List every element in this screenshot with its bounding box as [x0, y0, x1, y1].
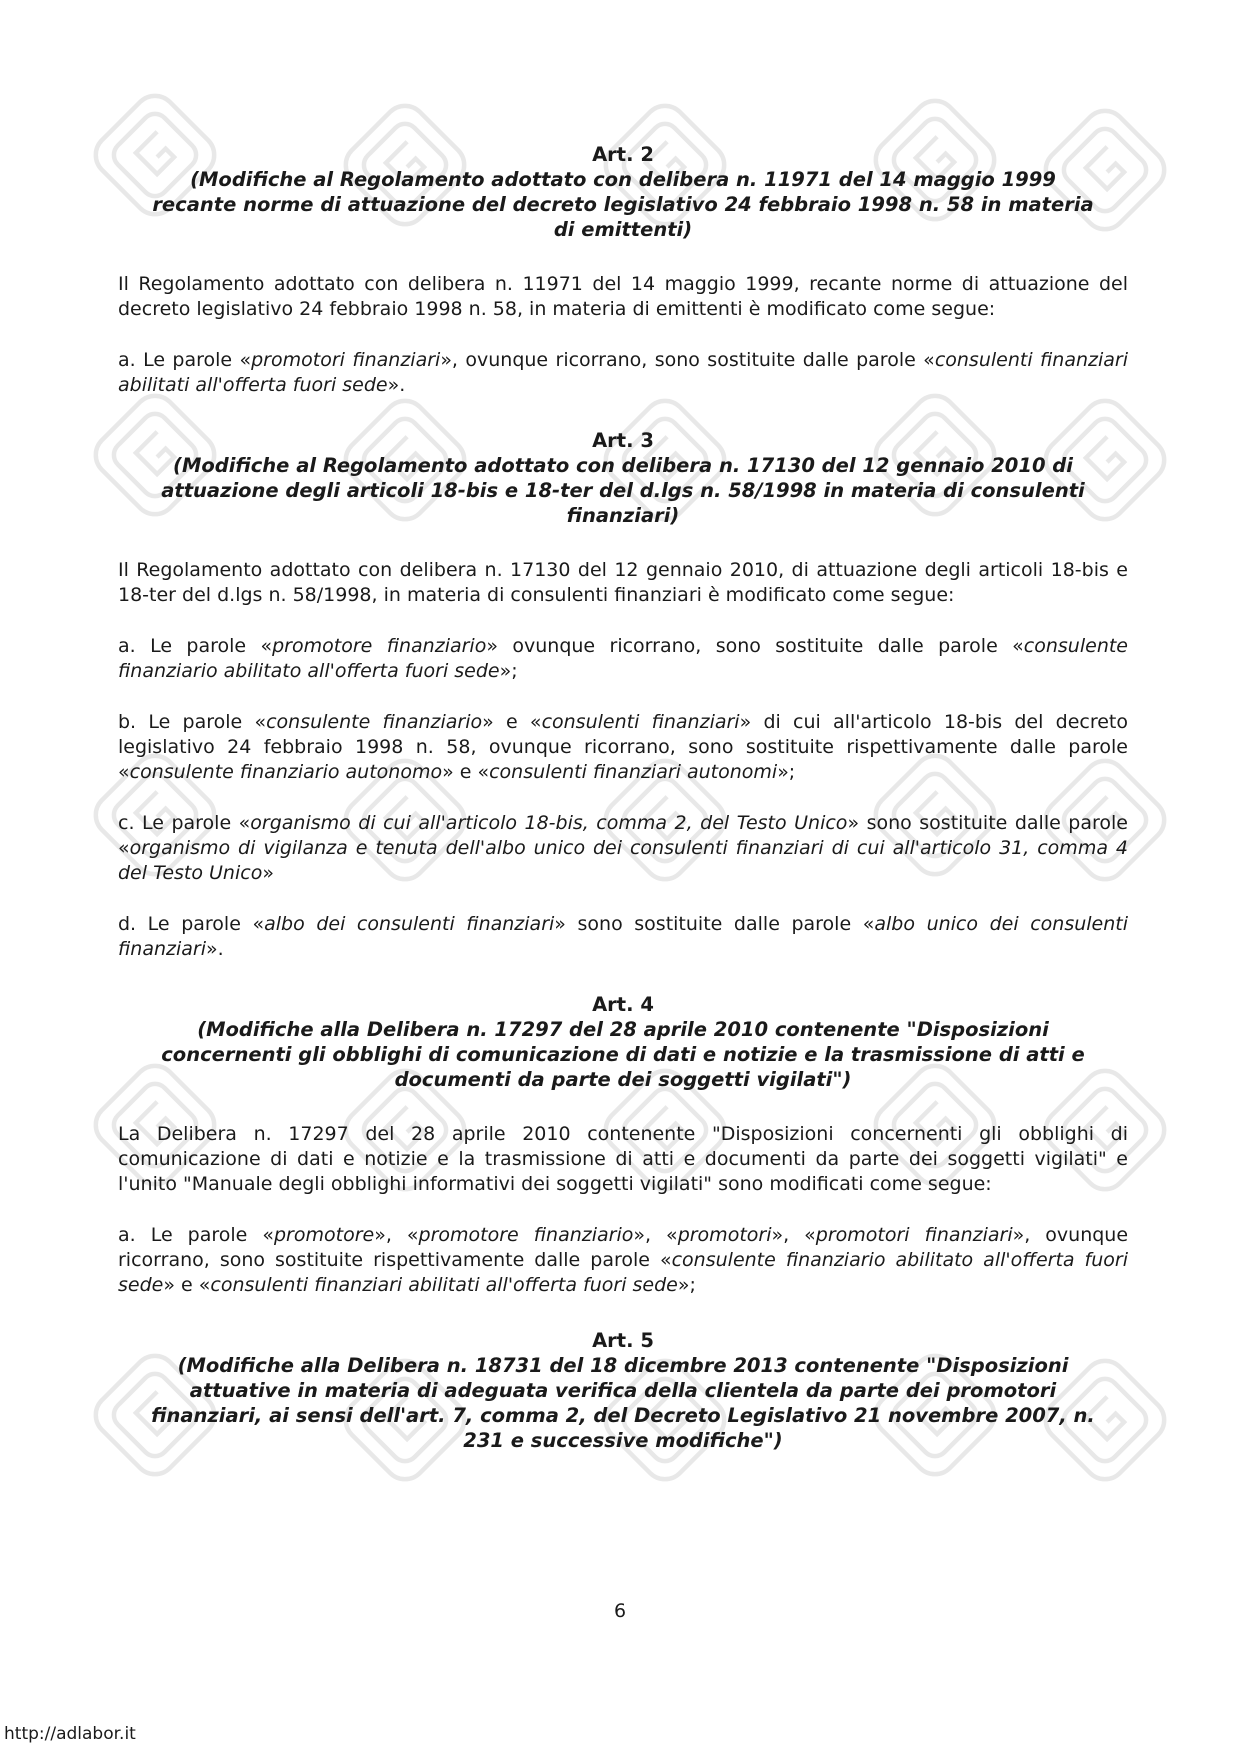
text-run: » e « — [442, 761, 490, 783]
text-run: », ovunque ricorrano, sono sostituite rispettivamente dalle parole « — [118, 1224, 1129, 1271]
text-run: Il Regolamento adottato con delibera n. 11971 del 14 maggio 1999, recante norme di attuazione del decreto legislativo 24 febbraio 1998 n. 58, in materia di emittenti è modificato come segue: — [118, 273, 1128, 320]
article-paragraph — [118, 811, 1128, 886]
article-title-line: attuative in materia di adeguata verifica della clientela da parte dei promotori — [189, 1379, 1057, 1402]
text-run: a. Le parole « — [118, 349, 252, 371]
page-number: 6 — [613, 1600, 627, 1622]
text-run: a. Le parole « — [118, 635, 273, 657]
text-run: ». — [206, 938, 224, 960]
article-3 — [118, 428, 1128, 962]
text-run: »; — [777, 761, 796, 783]
article-title-line: (Modifiche al Regolamento adottato con delibera n. 17130 del 12 gennaio 2010 di — [173, 454, 1073, 477]
article-title-line: attuazione degli articoli 18-bis e 18-ter del d.lgs n. 58/1998 in materia di consulenti — [161, 479, 1085, 502]
italic-run: consulenti finanziari abilitati all'offerta fuori sede — [210, 1274, 678, 1296]
italic-run: promotore — [274, 1224, 375, 1246]
text-run: d. Le parole « — [118, 913, 265, 935]
text-run: c. Le parole « — [118, 812, 251, 834]
text-run: » e « — [163, 1274, 211, 1296]
article-4 — [118, 992, 1128, 1298]
article-title-line: di emittenti) — [553, 218, 693, 241]
text-run: La Delibera n. 17297 del 28 aprile 2010 contenente "Disposizioni concernenti gli obblighi di comunicazione di dati e notizie e la trasmissione di atti e documenti da parte dei soggetti vigilati" e l'unito "Manuale degli obblighi informativi dei soggetti vigilati" sono modificati come segue: — [118, 1123, 1128, 1195]
article-2 — [118, 142, 1128, 398]
article-paragraph — [118, 710, 1128, 785]
article-paragraph — [118, 634, 1128, 684]
article-title-line: (Modifiche alla Delibera n. 17297 del 28 aprile 2010 contenente "Disposizioni — [197, 1018, 1049, 1041]
article-number: Art. 3 — [592, 429, 654, 452]
italic-run: albo dei consulenti finanziari — [264, 913, 555, 935]
italic-run: albo unico dei consulenti finanziari — [118, 913, 1128, 960]
text-run: Il Regolamento adottato con delibera n. 17130 del 12 gennaio 2010, di attuazione degli articoli 18-bis e 18-ter del d.lgs n. 58/1998, in materia di consulenti finanziari è modificato come segue: — [118, 559, 1128, 606]
article-title-line: (Modifiche alla Delibera n. 18731 del 18 dicembre 2013 contenente "Disposizioni — [177, 1354, 1069, 1377]
italic-run: promotori — [677, 1224, 772, 1246]
italic-run: consulente finanziario autonomo — [129, 761, 443, 783]
article-title-line: 231 e successive modifiche") — [463, 1429, 783, 1452]
article-5 — [118, 1328, 1128, 1453]
article-title-line: concernenti gli obblighi di comunicazione di dati e notizie e la trasmissione di atti e — [161, 1043, 1085, 1066]
text-run: » ovunque ricorrano, sono sostituite dalle parole « — [486, 635, 1024, 657]
text-run: », « — [633, 1224, 678, 1246]
text-run: » — [262, 862, 274, 884]
italic-run: promotore finanziario — [272, 635, 487, 657]
text-run: », « — [374, 1224, 419, 1246]
article-paragraph — [118, 272, 1128, 322]
article-number: Art. 2 — [592, 143, 654, 166]
italic-run: consulente finanziario abilitato all'offerta fuori sede — [118, 635, 1128, 682]
text-run: b. Le parole « — [118, 711, 267, 733]
italic-run: consulenti finanziari — [541, 711, 740, 733]
article-paragraph — [118, 558, 1128, 608]
text-run: » e « — [482, 711, 542, 733]
article-title-line: documenti da parte dei soggetti vigilati") — [394, 1068, 852, 1091]
footer-url[interactable]: http://adlabor.it — [4, 1724, 136, 1744]
article-number: Art. 5 — [592, 1329, 654, 1352]
article-paragraph — [118, 348, 1128, 398]
article-title-line: (Modifiche al Regolamento adottato con delibera n. 11971 del 14 maggio 1999 — [190, 168, 1056, 191]
italic-run: consulente finanziario — [266, 711, 483, 733]
italic-run: promotori finanziari — [251, 349, 441, 371]
text-run: »; — [677, 1274, 696, 1296]
article-paragraph — [118, 1122, 1128, 1197]
text-run: »; — [499, 660, 518, 682]
article-title-line: recante norme di attuazione del decreto legislativo 24 febbraio 1998 n. 58 in materia — [152, 193, 1094, 216]
text-run: a. Le parole « — [118, 1224, 274, 1246]
italic-run: consulenti finanziari autonomi — [489, 761, 778, 783]
text-run: » sono sostituite dalle parole « — [554, 913, 875, 935]
document-body — [118, 142, 1128, 1453]
article-title-line: finanziari, ai sensi dell'art. 7, comma 2, del Decreto Legislativo 21 novembre 2007, n. — [151, 1404, 1095, 1427]
article-paragraph — [118, 912, 1128, 962]
italic-run: organismo di cui all'articolo 18-bis, comma 2, del Testo Unico — [250, 812, 848, 834]
text-run: », ovunque ricorrano, sono sostituite dalle parole « — [440, 349, 935, 371]
text-run: » sono sostituite dalle parole « — [118, 812, 1128, 859]
text-run: ». — [387, 374, 406, 396]
article-paragraph — [118, 1223, 1128, 1298]
italic-run: organismo di vigilanza e tenuta dell'albo unico dei consulenti finanziari di cui all'articolo 31, comma 4 del Testo Unico — [118, 837, 1128, 884]
article-title-line: finanziari) — [566, 504, 680, 527]
italic-run: promotore finanziario — [418, 1224, 634, 1246]
italic-run: consulenti finanziari abilitati all'offerta fuori sede — [118, 349, 1128, 396]
text-run: » di cui all'articolo 18-bis del decreto legislativo 24 febbraio 1998 n. 58, ovunque ricorrano, sono sostituite rispettivamente dalle parole « — [118, 711, 1128, 783]
article-number: Art. 4 — [592, 993, 654, 1016]
italic-run: consulente finanziario abilitato all'offerta fuori sede — [118, 1249, 1128, 1296]
text-run: », « — [771, 1224, 816, 1246]
italic-run: promotori finanziari — [815, 1224, 1013, 1246]
